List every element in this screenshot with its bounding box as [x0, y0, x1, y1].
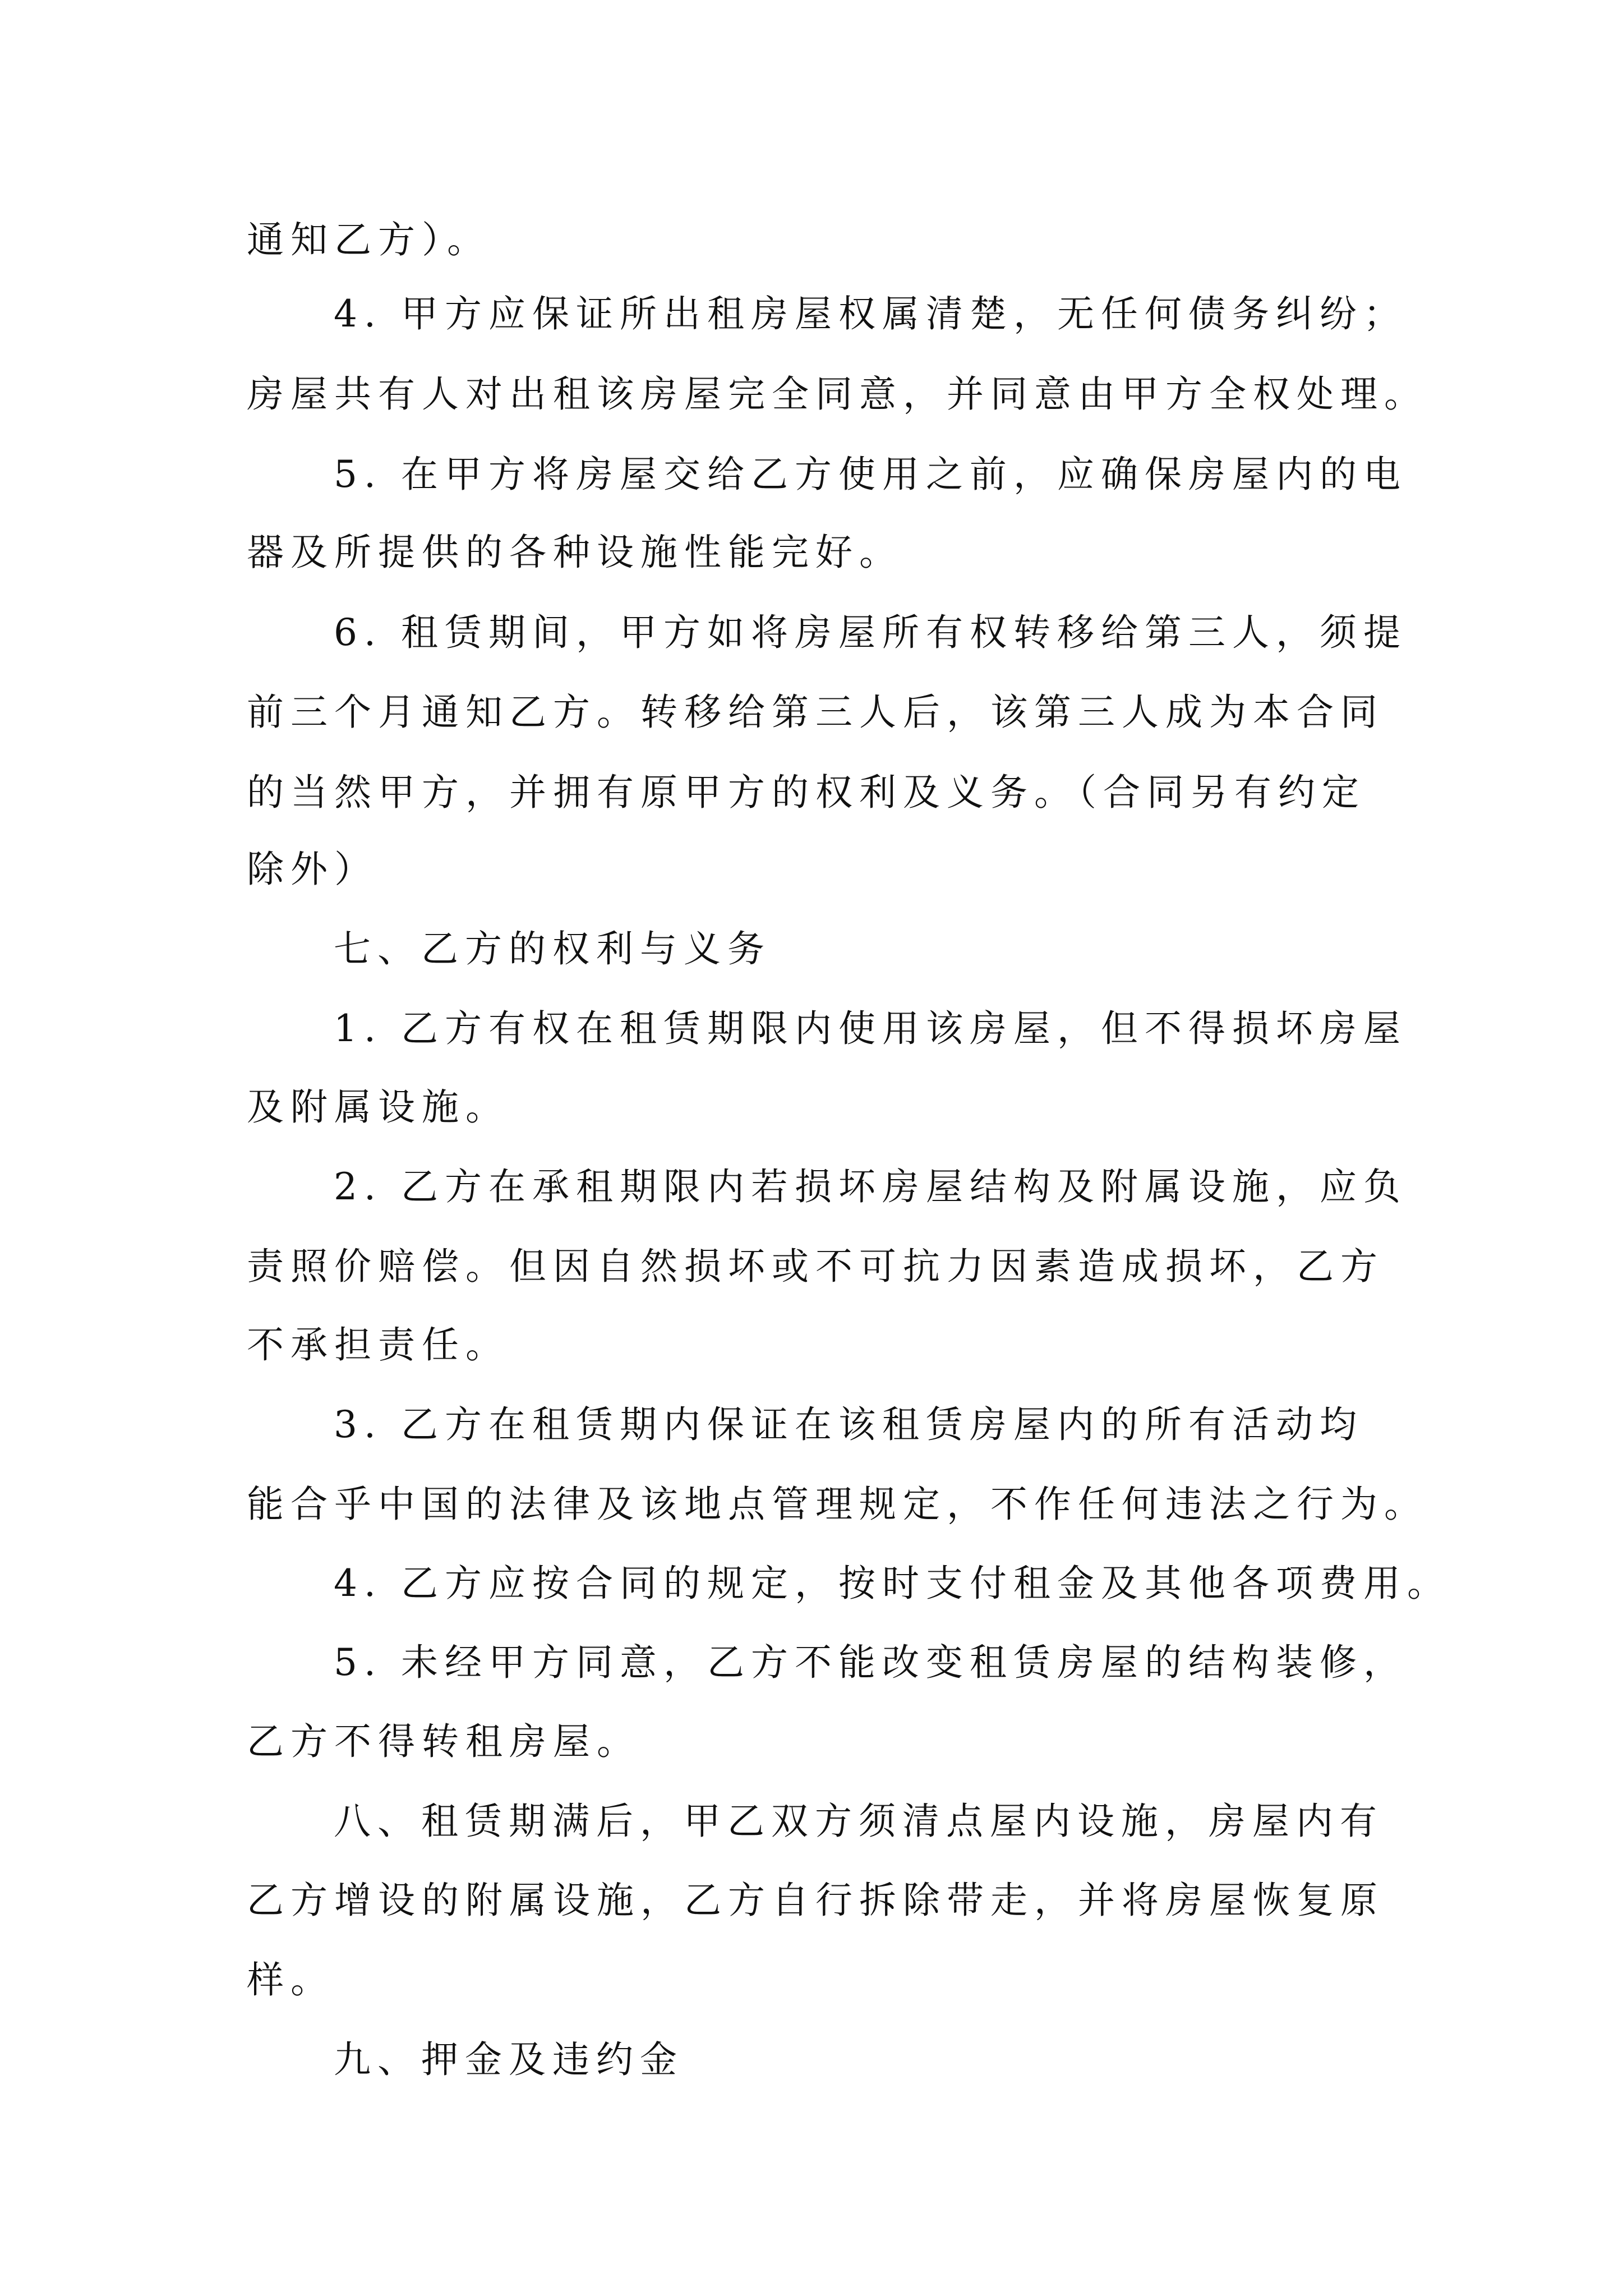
paragraph-line: 样。 [247, 1958, 334, 2001]
paragraph-line: 责照价赔偿。但因自然损坏或不可抗力因素造成损坏，乙方 [247, 1245, 1384, 1288]
paragraph-line: 2. 乙方在承租期限内若损坏房屋结构及附属设施，应负 [334, 1165, 1407, 1208]
paragraph-line: 4. 甲方应保证所出租房屋权属清楚，无任何债务纠纷； [334, 292, 1407, 335]
paragraph-line: 乙方不得转租房屋。 [247, 1720, 640, 1763]
paragraph-line: 及附属设施。 [247, 1085, 509, 1129]
paragraph-line: 6. 租赁期间，甲方如将房屋所有权转移给第三人，须提 [334, 611, 1407, 654]
section-heading: 九、押金及违约金 [334, 2038, 684, 2081]
paragraph-line: 房屋共有人对出租该房屋完全同意，并同意由甲方全权处理。 [247, 372, 1428, 416]
paragraph-line: 通知乙方）。 [247, 218, 491, 261]
paragraph-line: 的当然甲方，并拥有原甲方的权利及义务。（合同另有约定 [247, 771, 1366, 814]
paragraph-line: 5. 未经甲方同意，乙方不能改变租赁房屋的结构装修， [334, 1641, 1407, 1684]
paragraph-line: 3. 乙方在租赁期内保证在该租赁房屋内的所有活动均 [334, 1403, 1363, 1446]
paragraph-line: 不承担责任。 [247, 1323, 509, 1366]
paragraph-line: 乙方增设的附属设施，乙方自行拆除带走，并将房屋恢复原 [247, 1879, 1384, 1922]
paragraph-line: 4. 乙方应按合同的规定，按时支付租金及其他各项费用。 [334, 1562, 1451, 1605]
paragraph-line: 能合乎中国的法律及该地点管理规定，不作任何违法之行为。 [247, 1483, 1428, 1526]
paragraph-line: 八、租赁期满后，甲乙双方须清点屋内设施，房屋内有 [334, 1800, 1384, 1843]
paragraph-line: 1. 乙方有权在租赁期限内使用该房屋，但不得损坏房屋 [334, 1007, 1407, 1050]
paragraph-line: 前三个月通知乙方。转移给第三人后，该第三人成为本合同 [247, 691, 1384, 734]
paragraph-line: 除外） [247, 848, 378, 891]
paragraph-line: 器及所提供的各种设施性能完好。 [247, 531, 903, 574]
section-heading: 七、乙方的权利与义务 [334, 927, 771, 970]
paragraph-line: 5. 在甲方将房屋交给乙方使用之前，应确保房屋内的电 [334, 453, 1407, 496]
